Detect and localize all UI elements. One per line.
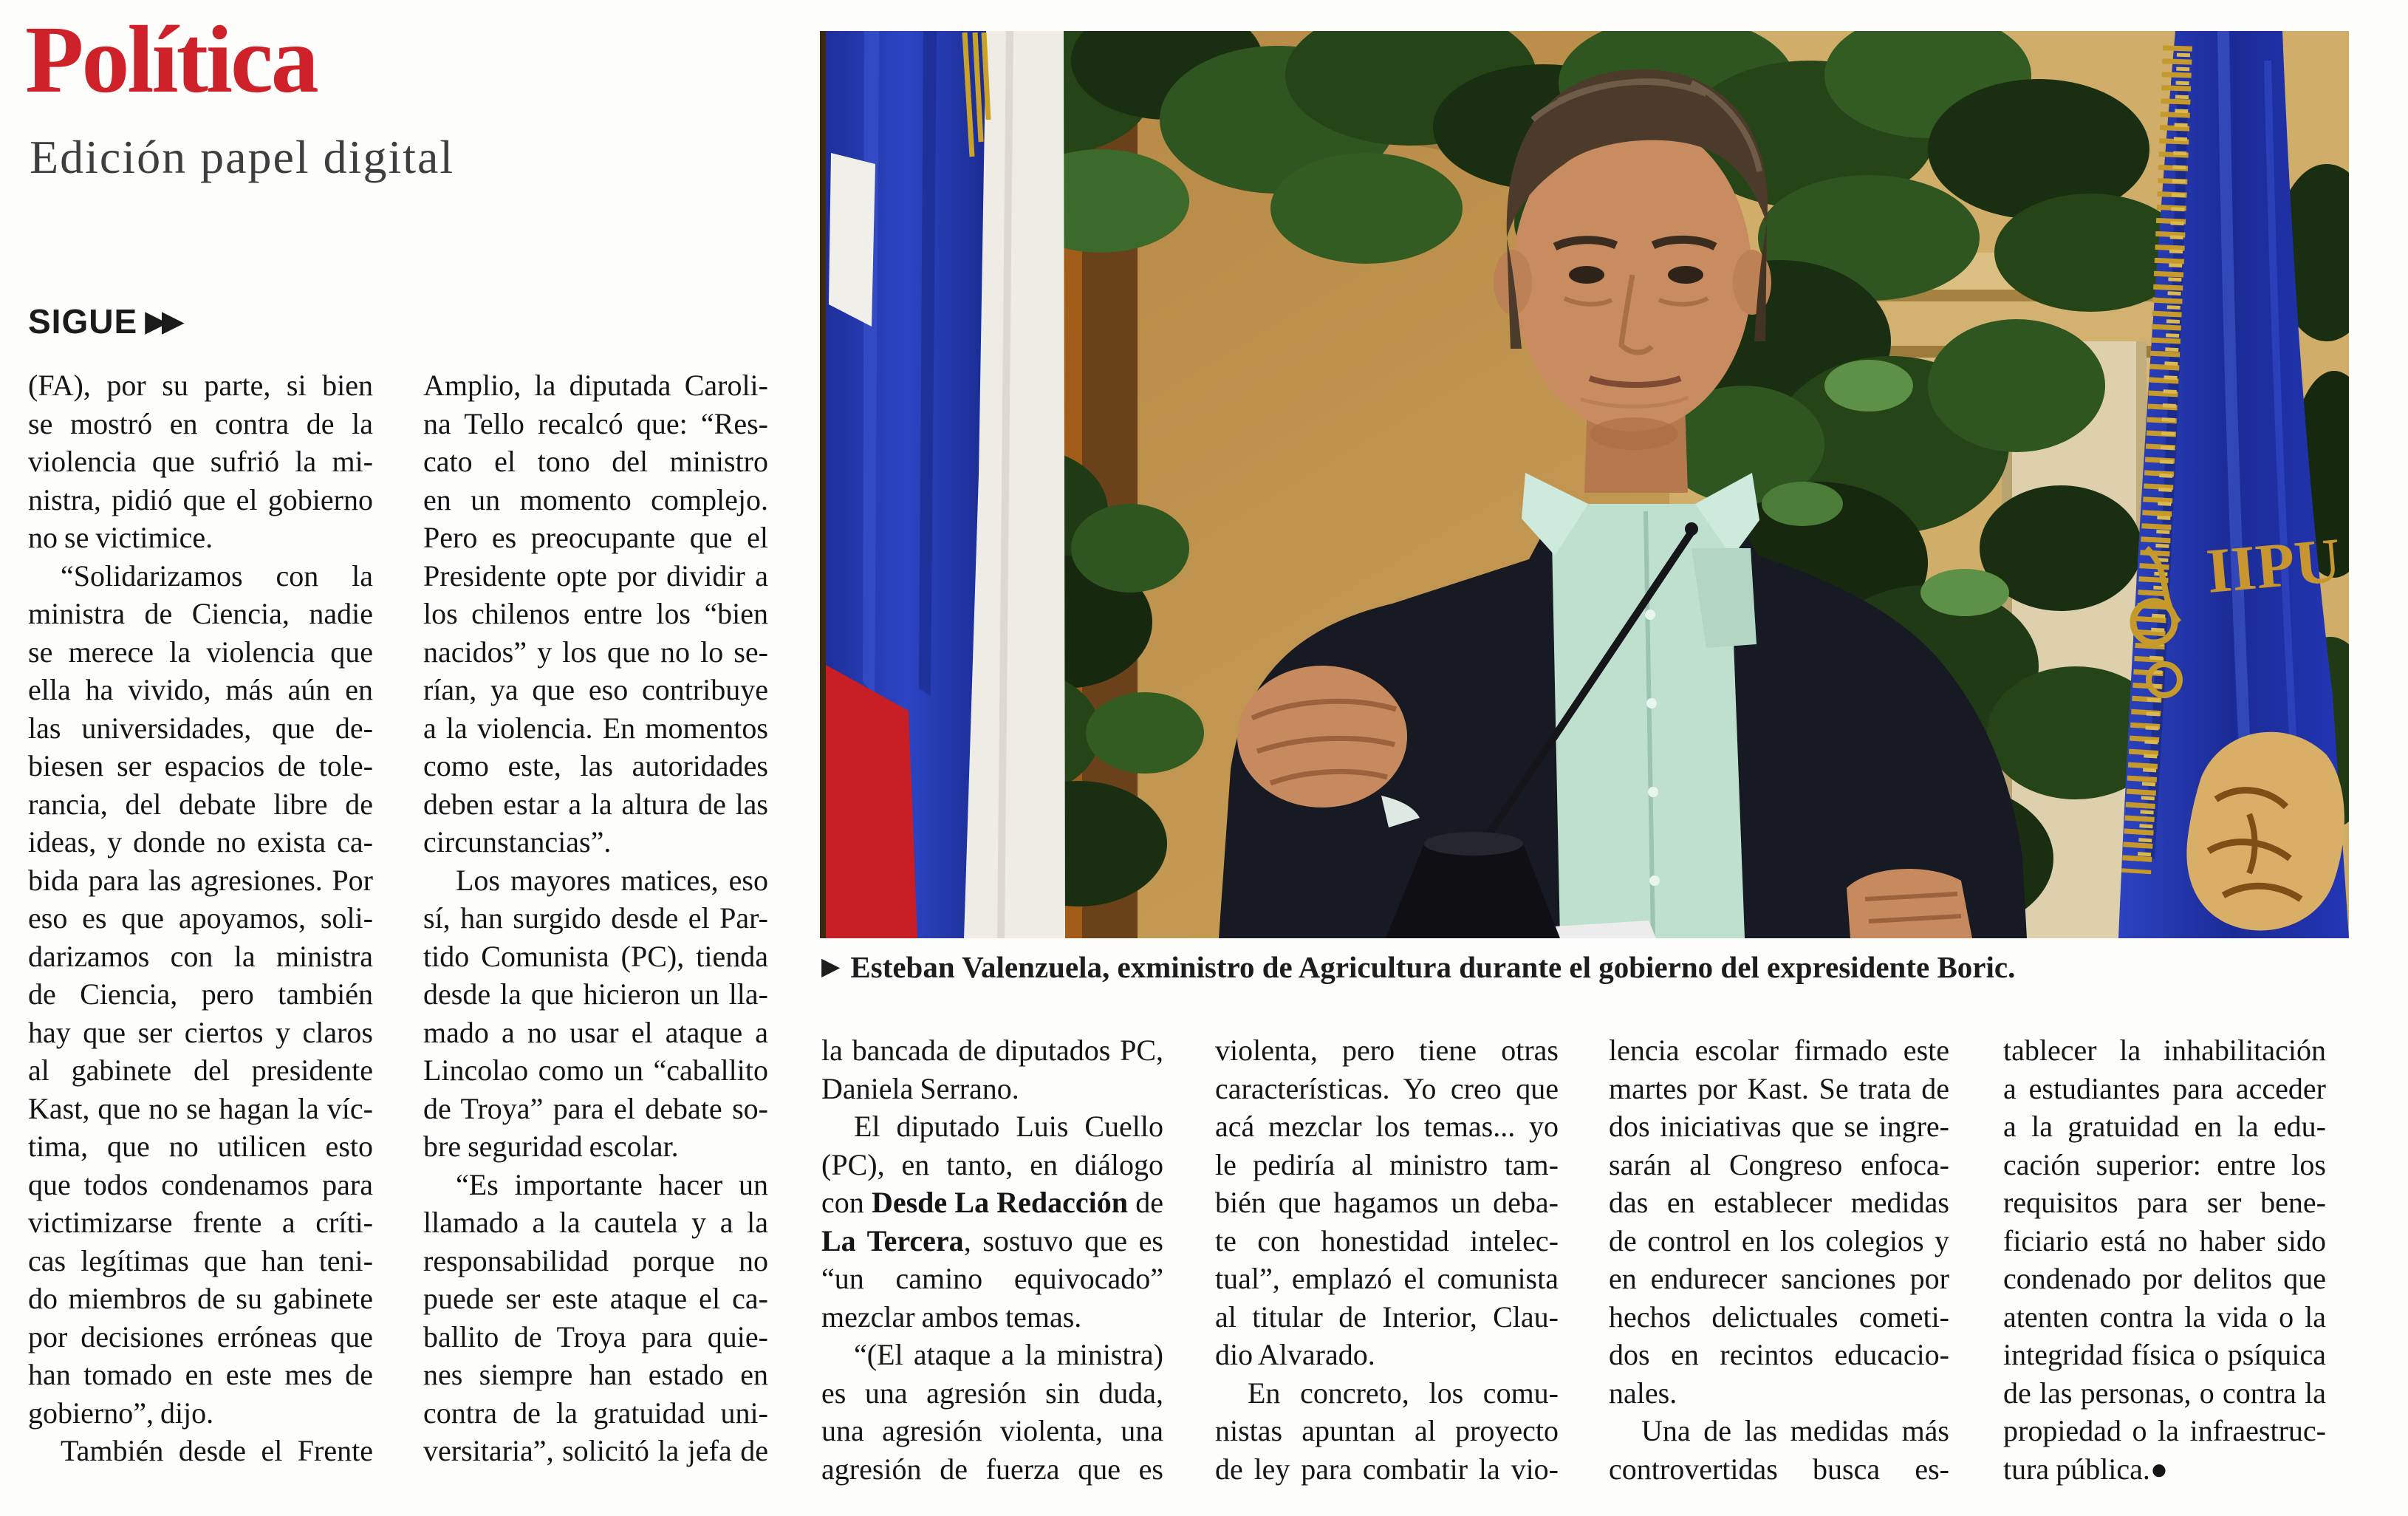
edition-subtitle: Edición papel digital bbox=[30, 131, 455, 183]
article-line: tual”, emplazó el comunista bbox=[1215, 1262, 1559, 1295]
article-line: de Troya” para el debate so- bbox=[423, 1091, 768, 1125]
article-line: eso es que apoyamos, soli- bbox=[28, 901, 373, 935]
article-column-6 bbox=[2003, 1031, 2326, 1488]
article-column-3 bbox=[821, 1031, 1163, 1488]
article-line: Una de las medidas más bbox=[1641, 1414, 1949, 1447]
article-column-4 bbox=[1215, 1031, 1559, 1488]
article-line: llamado a la cautela y a la bbox=[423, 1206, 768, 1239]
article-line: tido Comunista (PC), tienda bbox=[423, 939, 768, 973]
article-line: biesen ser espacios de tole- bbox=[28, 749, 373, 782]
photo-illustration bbox=[820, 31, 2349, 938]
article-line: con Desde La Redacción de bbox=[821, 1186, 1163, 1219]
article-line: de control en los colegios y bbox=[1609, 1223, 1949, 1257]
article-line: hechos delictuales cometi- bbox=[1609, 1300, 1949, 1334]
article-line: La Tercera, sostuvo que es bbox=[821, 1223, 1163, 1257]
article-line: controvertidas busca es- bbox=[1609, 1452, 1949, 1486]
article-line: das en establecer medidas bbox=[1609, 1186, 1949, 1219]
article-line: “Es importante hacer un bbox=[456, 1167, 768, 1201]
article-line: al gabinete del presidente bbox=[28, 1054, 373, 1087]
article-line: Los mayores matices, eso bbox=[456, 863, 768, 897]
article-line: gobierno”, dijo. bbox=[28, 1396, 214, 1430]
article-line: se merece la violencia que bbox=[28, 635, 373, 669]
article-line: de las personas, o contra la bbox=[2003, 1376, 2326, 1410]
article-column-1 bbox=[28, 366, 373, 1470]
photo-caption bbox=[821, 949, 2328, 988]
article-line: “Solidarizamos con la bbox=[61, 559, 373, 593]
forward-arrows-icon: ▶▶ bbox=[145, 305, 179, 338]
article-line: los chilenos entre los “bien bbox=[423, 597, 768, 630]
article-line: como este, las autoridades bbox=[423, 749, 768, 782]
article-line: victimizarse frente a críti- bbox=[28, 1206, 373, 1239]
article-line: ballito de Troya para quie- bbox=[423, 1319, 768, 1353]
article-line: sí, han surgido desde el Par- bbox=[423, 901, 768, 935]
article-line: no se victimice. bbox=[28, 521, 213, 554]
article-line: han tomado en este mes de bbox=[28, 1358, 373, 1391]
article-line: agresión de fuerza que es bbox=[821, 1452, 1163, 1486]
article-line: (FA), por su parte, si bien bbox=[28, 369, 373, 402]
article-line: lencia escolar firmado este bbox=[1609, 1034, 1949, 1067]
article-line: bién que hagamos un deba- bbox=[1215, 1186, 1559, 1219]
article-line: El diputado Luis Cuello bbox=[854, 1110, 1163, 1143]
article-line: Daniela Serrano. bbox=[821, 1071, 1019, 1105]
article-line: martes por Kast. Se trata de bbox=[1609, 1071, 1949, 1105]
article-line: cas legítimas que han teni- bbox=[28, 1243, 373, 1277]
article-line: a la violencia. En momentos bbox=[423, 711, 768, 745]
article-line: Pero es preocupante que el bbox=[423, 521, 768, 554]
article-line: rancia, del debate libre de bbox=[28, 787, 373, 821]
article-line: nales. bbox=[1609, 1376, 1677, 1410]
article-line: las universidades, que de- bbox=[28, 711, 373, 745]
article-line: (PC), en tanto, en diálogo bbox=[821, 1147, 1163, 1181]
article-line: circunstancias”. bbox=[423, 825, 612, 858]
article-line: nistas apuntan al proyecto bbox=[1215, 1414, 1559, 1447]
article-line: contra de la gratuidad uni- bbox=[423, 1396, 768, 1430]
article-line: En concreto, los comu- bbox=[1248, 1376, 1559, 1410]
article-line: do miembros de su gabinete bbox=[28, 1282, 373, 1315]
article-line: una agresión violenta, una bbox=[821, 1414, 1163, 1447]
continues-label bbox=[28, 301, 179, 341]
article-line: nacidos” y los que no lo se- bbox=[423, 635, 768, 669]
sigue-text: SIGUE bbox=[28, 302, 138, 341]
article-line: “un camino equivocado” bbox=[821, 1262, 1163, 1295]
article-line: rían, ya que eso contribuye bbox=[423, 673, 768, 706]
article-line: de Ciencia, pero también bbox=[28, 977, 373, 1011]
svg-text:IIPU: IIPU bbox=[2203, 524, 2344, 607]
article-line: “(El ataque a la ministra) bbox=[854, 1338, 1163, 1371]
article-line: requisitos para ser bene- bbox=[2003, 1186, 2326, 1219]
article-line: na Tello recalcó que: “Res- bbox=[423, 406, 768, 440]
article-line: ella ha vivido, más aún en bbox=[28, 673, 373, 706]
article-line: dos en recintos educacio- bbox=[1609, 1338, 1949, 1371]
article-line: atenten contra la vida o la bbox=[2003, 1300, 2326, 1334]
article-line: También desde el Frente bbox=[61, 1434, 373, 1467]
article-line: bida para las agresiones. Por bbox=[28, 863, 373, 897]
article-line: por decisiones erróneas que bbox=[28, 1319, 373, 1353]
article-photo bbox=[820, 31, 2349, 938]
article-line: mezclar ambos temas. bbox=[821, 1300, 1082, 1334]
article-line: darizamos con la ministra bbox=[28, 939, 373, 973]
article-line: al titular de Interior, Clau- bbox=[1215, 1300, 1559, 1334]
chile-flag bbox=[820, 31, 1065, 938]
article-line: la bancada de diputados PC, bbox=[821, 1034, 1163, 1067]
article-line: cato el tono del ministro bbox=[423, 445, 768, 478]
article-line: puede ser este ataque el ca- bbox=[423, 1282, 768, 1315]
article-line: tablecer la inhabilitación bbox=[2003, 1034, 2326, 1067]
article-line: cación superior: entre los bbox=[2003, 1147, 2326, 1181]
article-column-5 bbox=[1609, 1031, 1949, 1488]
article-line: violenta, pero tiene otras bbox=[1215, 1034, 1559, 1067]
article-line: Lincolao como un “caballito bbox=[423, 1054, 768, 1087]
article-line: desde la que hicieron un lla- bbox=[423, 977, 768, 1011]
article-line: deben estar a la altura de las bbox=[423, 787, 768, 821]
article-line: hay que ser ciertos y claros bbox=[28, 1015, 373, 1049]
article-line: te con honestidad intelec- bbox=[1215, 1223, 1559, 1257]
article-line: en un momento complejo. bbox=[423, 482, 768, 516]
article-line: sarán al Congreso enfoca- bbox=[1609, 1147, 1949, 1181]
article-line: mado a no usar el ataque a bbox=[423, 1015, 768, 1049]
article-line: ficiario está no haber sido bbox=[2003, 1223, 2326, 1257]
article-column-2 bbox=[423, 366, 768, 1470]
article-line: integridad física o psíquica bbox=[2003, 1338, 2326, 1371]
article-line: Amplio, la diputada Caroli- bbox=[423, 369, 768, 402]
article-line: responsabilidad porque no bbox=[423, 1243, 768, 1277]
article-line: acá mezclar los temas... yo bbox=[1215, 1110, 1559, 1143]
article-line: propiedad o la infraestruc- bbox=[2003, 1414, 2326, 1447]
article-line: le pediría al ministro tam- bbox=[1215, 1147, 1559, 1181]
article-line: violencia que sufrió la mi- bbox=[28, 445, 373, 478]
article-line: versitaria”, solicitó la jefa de bbox=[423, 1434, 768, 1467]
article-line: ideas, y donde no exista ca- bbox=[28, 825, 373, 858]
caption-text: Esteban Valenzuela, exministro de Agricultura durante el gobierno del expresidente Boric. bbox=[850, 950, 2016, 984]
article-line: a la gratuidad en la edu- bbox=[2003, 1110, 2326, 1143]
article-line: características. Yo creo que bbox=[1215, 1071, 1559, 1105]
article-line: es una agresión sin duda, bbox=[821, 1376, 1163, 1410]
article-line: tura pública.● bbox=[2003, 1452, 2169, 1486]
section-title: Política bbox=[25, 7, 317, 113]
article-line: nistra, pidió que el gobierno bbox=[28, 482, 373, 516]
article-line: que todos condenamos para bbox=[28, 1167, 373, 1201]
article-line: dos iniciativas que se ingre- bbox=[1609, 1110, 1949, 1143]
article-line: en endurecer sanciones por bbox=[1609, 1262, 1949, 1295]
article-line: de ley para combatir la vio- bbox=[1215, 1452, 1559, 1486]
article-line: nes siempre han estado en bbox=[423, 1358, 768, 1391]
article-line: tima, que no utilicen esto bbox=[28, 1130, 373, 1163]
caption-arrow-icon: ▶ bbox=[821, 952, 841, 980]
article-line: bre seguridad escolar. bbox=[423, 1130, 679, 1163]
article-line: se mostró en contra de la bbox=[28, 406, 373, 440]
article-line: ministra de Ciencia, nadie bbox=[28, 597, 373, 630]
article-line: a estudiantes para acceder bbox=[2003, 1071, 2326, 1105]
article-line: Presidente opte por dividir a bbox=[423, 559, 768, 593]
article-line: Kast, que no se hagan la víc- bbox=[28, 1091, 373, 1125]
article-line: dio Alvarado. bbox=[1215, 1338, 1375, 1371]
article-line: condenado por delitos que bbox=[2003, 1262, 2326, 1295]
